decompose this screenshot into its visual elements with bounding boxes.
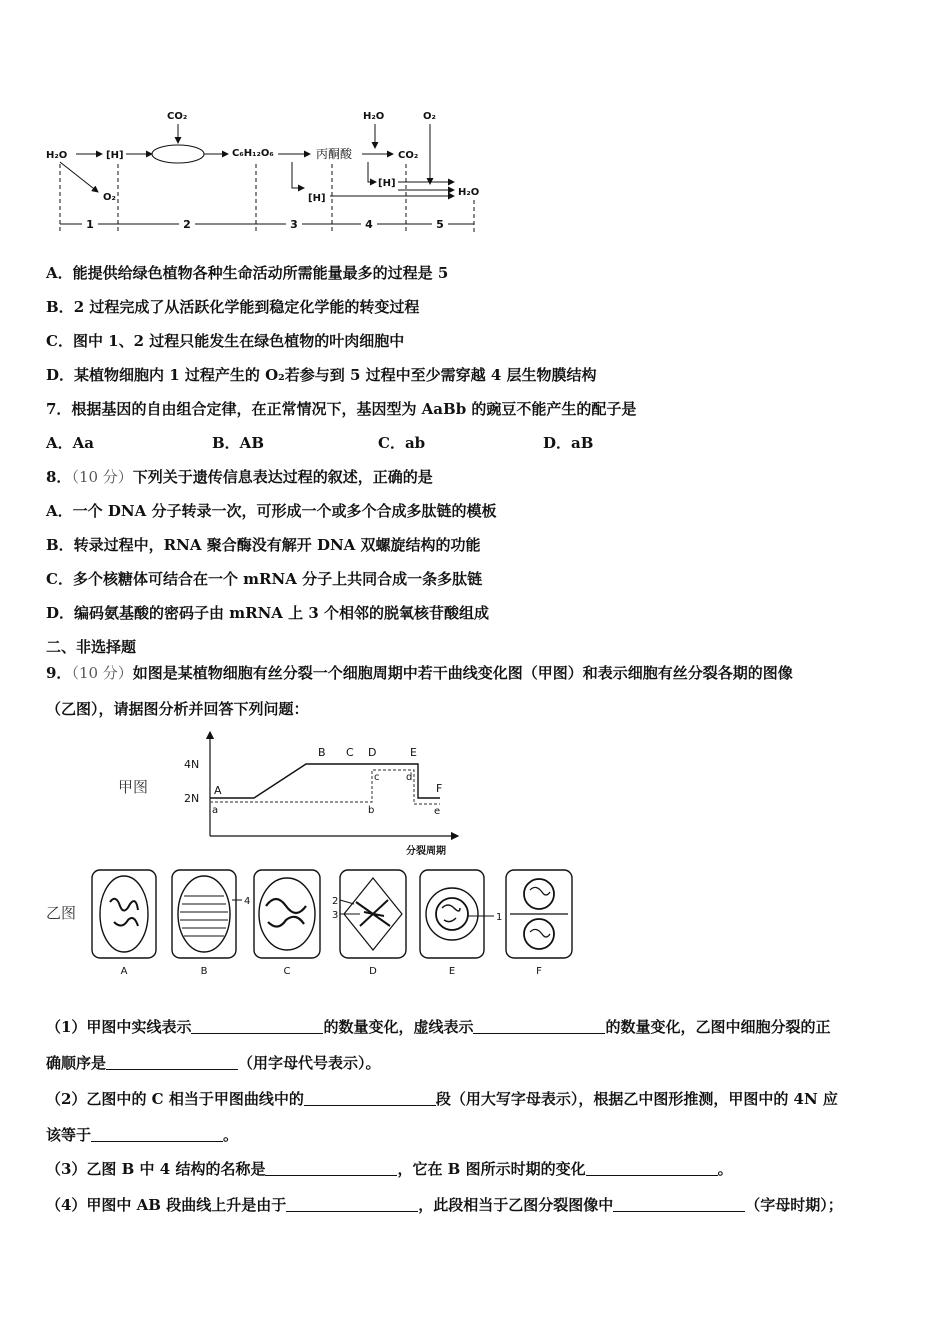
calvin-cycle-ellipse	[152, 145, 204, 163]
q8-option-b: B．转录过程中，RNA 聚合酶没有解开 DNA 双螺旋结构的功能	[46, 536, 481, 554]
q6-option-a: A．能提供给绿色植物各种生命活动所需能量最多的过程是 5	[46, 264, 449, 282]
y-tick-2n: 2N	[184, 792, 200, 805]
q8-stem-text: 下列关于遗传信息表达过程的叙述，正确的是	[132, 468, 433, 486]
q9-sub1-line2: 确顺序是 （用字母代号表示）。	[46, 1054, 381, 1072]
q6-option-b: B．2 过程完成了从活跃化学能到稳定化学能的转变过程	[46, 298, 420, 316]
answer-blank-6[interactable]	[265, 1161, 397, 1176]
q7-option-a: A．Aa	[46, 434, 94, 452]
y-tick-4n: 4N	[184, 758, 200, 771]
cell-label-B: B	[200, 966, 208, 977]
cell-label-F: F	[536, 966, 542, 977]
struct-label-3: 3	[332, 910, 339, 921]
q7-option-d: D．aB	[543, 434, 594, 452]
answer-blank-4[interactable]	[304, 1091, 436, 1106]
answer-blank-5[interactable]	[91, 1127, 223, 1142]
q9-sub1-line1: （1）甲图中实线表示 的数量变化，虚线表示 的数量变化，乙图中细胞分裂的正	[46, 1018, 831, 1036]
cell-label-D: D	[369, 966, 377, 977]
cell-e-frame	[420, 870, 484, 958]
answer-blank-8[interactable]	[286, 1197, 418, 1212]
co2-right-label: CO₂	[398, 150, 419, 161]
answer-blank-3[interactable]	[106, 1055, 238, 1070]
q9-sub4: （4）甲图中 AB 段曲线上升是由于 ，此段相当于乙图分裂图像中 （字母时期）；	[46, 1196, 843, 1214]
cell-label-C: C	[283, 966, 291, 977]
point-A: A	[214, 784, 222, 797]
pyruvate-label: 丙酮酸	[316, 147, 353, 161]
q8-score: （10 分）	[71, 468, 133, 486]
glucose-label: C₆H₁₂O₆	[232, 148, 274, 159]
answer-blank-1[interactable]	[191, 1019, 323, 1034]
struct-label-2: 2	[332, 896, 339, 907]
point-C: C	[346, 746, 354, 759]
answer-blank-9[interactable]	[613, 1197, 745, 1212]
cell-label-E: E	[448, 966, 456, 977]
h-label-3: [H]	[308, 193, 326, 204]
q8-option-c: C．多个核糖体可结合在一个 mRNA 分子上共同合成一条多肽链	[46, 570, 483, 588]
metabolism-flow-diagram	[40, 100, 520, 240]
h-label-2: [H]	[378, 178, 396, 189]
cell-c-frame	[254, 870, 320, 958]
stage-label-5: 5	[436, 218, 444, 231]
stage-label-1: 1	[86, 218, 94, 231]
q6-option-c: C．图中 1、2 过程只能发生在绿色植物的叶肉细胞中	[46, 332, 405, 350]
point-c: c	[374, 772, 380, 783]
x-axis-label: 分裂周期	[406, 846, 446, 857]
point-B: B	[318, 746, 326, 759]
o2-low-label: O₂	[103, 192, 116, 203]
stage-label-3: 3	[290, 218, 298, 231]
q7-option-c: C．ab	[378, 434, 426, 452]
point-D: D	[368, 746, 377, 759]
answer-blank-2[interactable]	[473, 1019, 605, 1034]
point-F: F	[436, 782, 443, 795]
section-heading: 二、非选择题	[46, 638, 137, 656]
yi-label: 乙图	[46, 904, 77, 922]
q9-stem-line2: （乙图），请据图分析并回答下列问题：	[46, 700, 309, 718]
q7-options	[46, 432, 593, 453]
q8-number: 8．	[46, 468, 72, 486]
q9-number: 9．	[46, 664, 72, 682]
q7-stem: 7．根据基因的自由组合定律，在正常情况下，基因型为 AaBb 的豌豆不能产生的配子是	[46, 400, 637, 418]
q9-stem-line1	[46, 662, 793, 683]
co2-top-label: CO₂	[167, 111, 188, 122]
h2o-top-label: H₂O	[363, 111, 385, 122]
q8-stem	[46, 466, 433, 487]
mitosis-figure	[44, 726, 580, 978]
h-label-1: [H]	[106, 150, 124, 161]
cell-label-A: A	[120, 966, 128, 977]
struct-label-4: 4	[244, 896, 251, 907]
point-d: d	[406, 772, 413, 783]
o2-top-label: O₂	[423, 111, 436, 122]
q9-sub2-line1: （2）乙图中的 C 相当于甲图曲线中的 段（用大写字母表示），根据乙中图形推测，甲图中的 4N 应	[46, 1090, 838, 1108]
stage-label-2: 2	[183, 218, 191, 231]
q9-score: （10 分）	[71, 664, 133, 682]
q9-stem-text: 如图是某植物细胞有丝分裂一个细胞周期中若干曲线变化图（甲图）和表示细胞有丝分裂各期的图像	[132, 664, 793, 682]
struct-label-1: 1	[496, 912, 503, 923]
q7-option-b: B．AB	[212, 434, 264, 452]
q8-option-d: D．编码氨基酸的密码子由 mRNA 上 3 个相邻的脱氧核苷酸组成	[46, 604, 490, 622]
q6-option-d: D．某植物细胞内 1 过程产生的 O₂若参与到 5 过程中至少需穿越 4 层生物膜结构	[46, 366, 597, 384]
jia-label: 甲图	[118, 778, 149, 796]
point-b: b	[368, 805, 375, 816]
answer-blank-7[interactable]	[586, 1161, 718, 1176]
point-E: E	[410, 746, 417, 759]
point-a: a	[212, 805, 219, 816]
q8-option-a: A．一个 DNA 分子转录一次，可形成一个或多个合成多肽链的模板	[46, 502, 497, 520]
stage-label-4: 4	[365, 218, 373, 231]
q9-sub2-line2: 该等于 。	[46, 1126, 239, 1144]
cell-b-frame	[172, 870, 236, 958]
h2o-left-label: H₂O	[46, 150, 68, 161]
point-e: e	[434, 806, 441, 817]
q9-sub3: （3）乙图 B 中 4 结构的名称是 ，它在 B 图所示时期的变化 。	[46, 1160, 733, 1178]
cell-a-frame	[92, 870, 156, 958]
h2o-right-label: H₂O	[458, 187, 480, 198]
